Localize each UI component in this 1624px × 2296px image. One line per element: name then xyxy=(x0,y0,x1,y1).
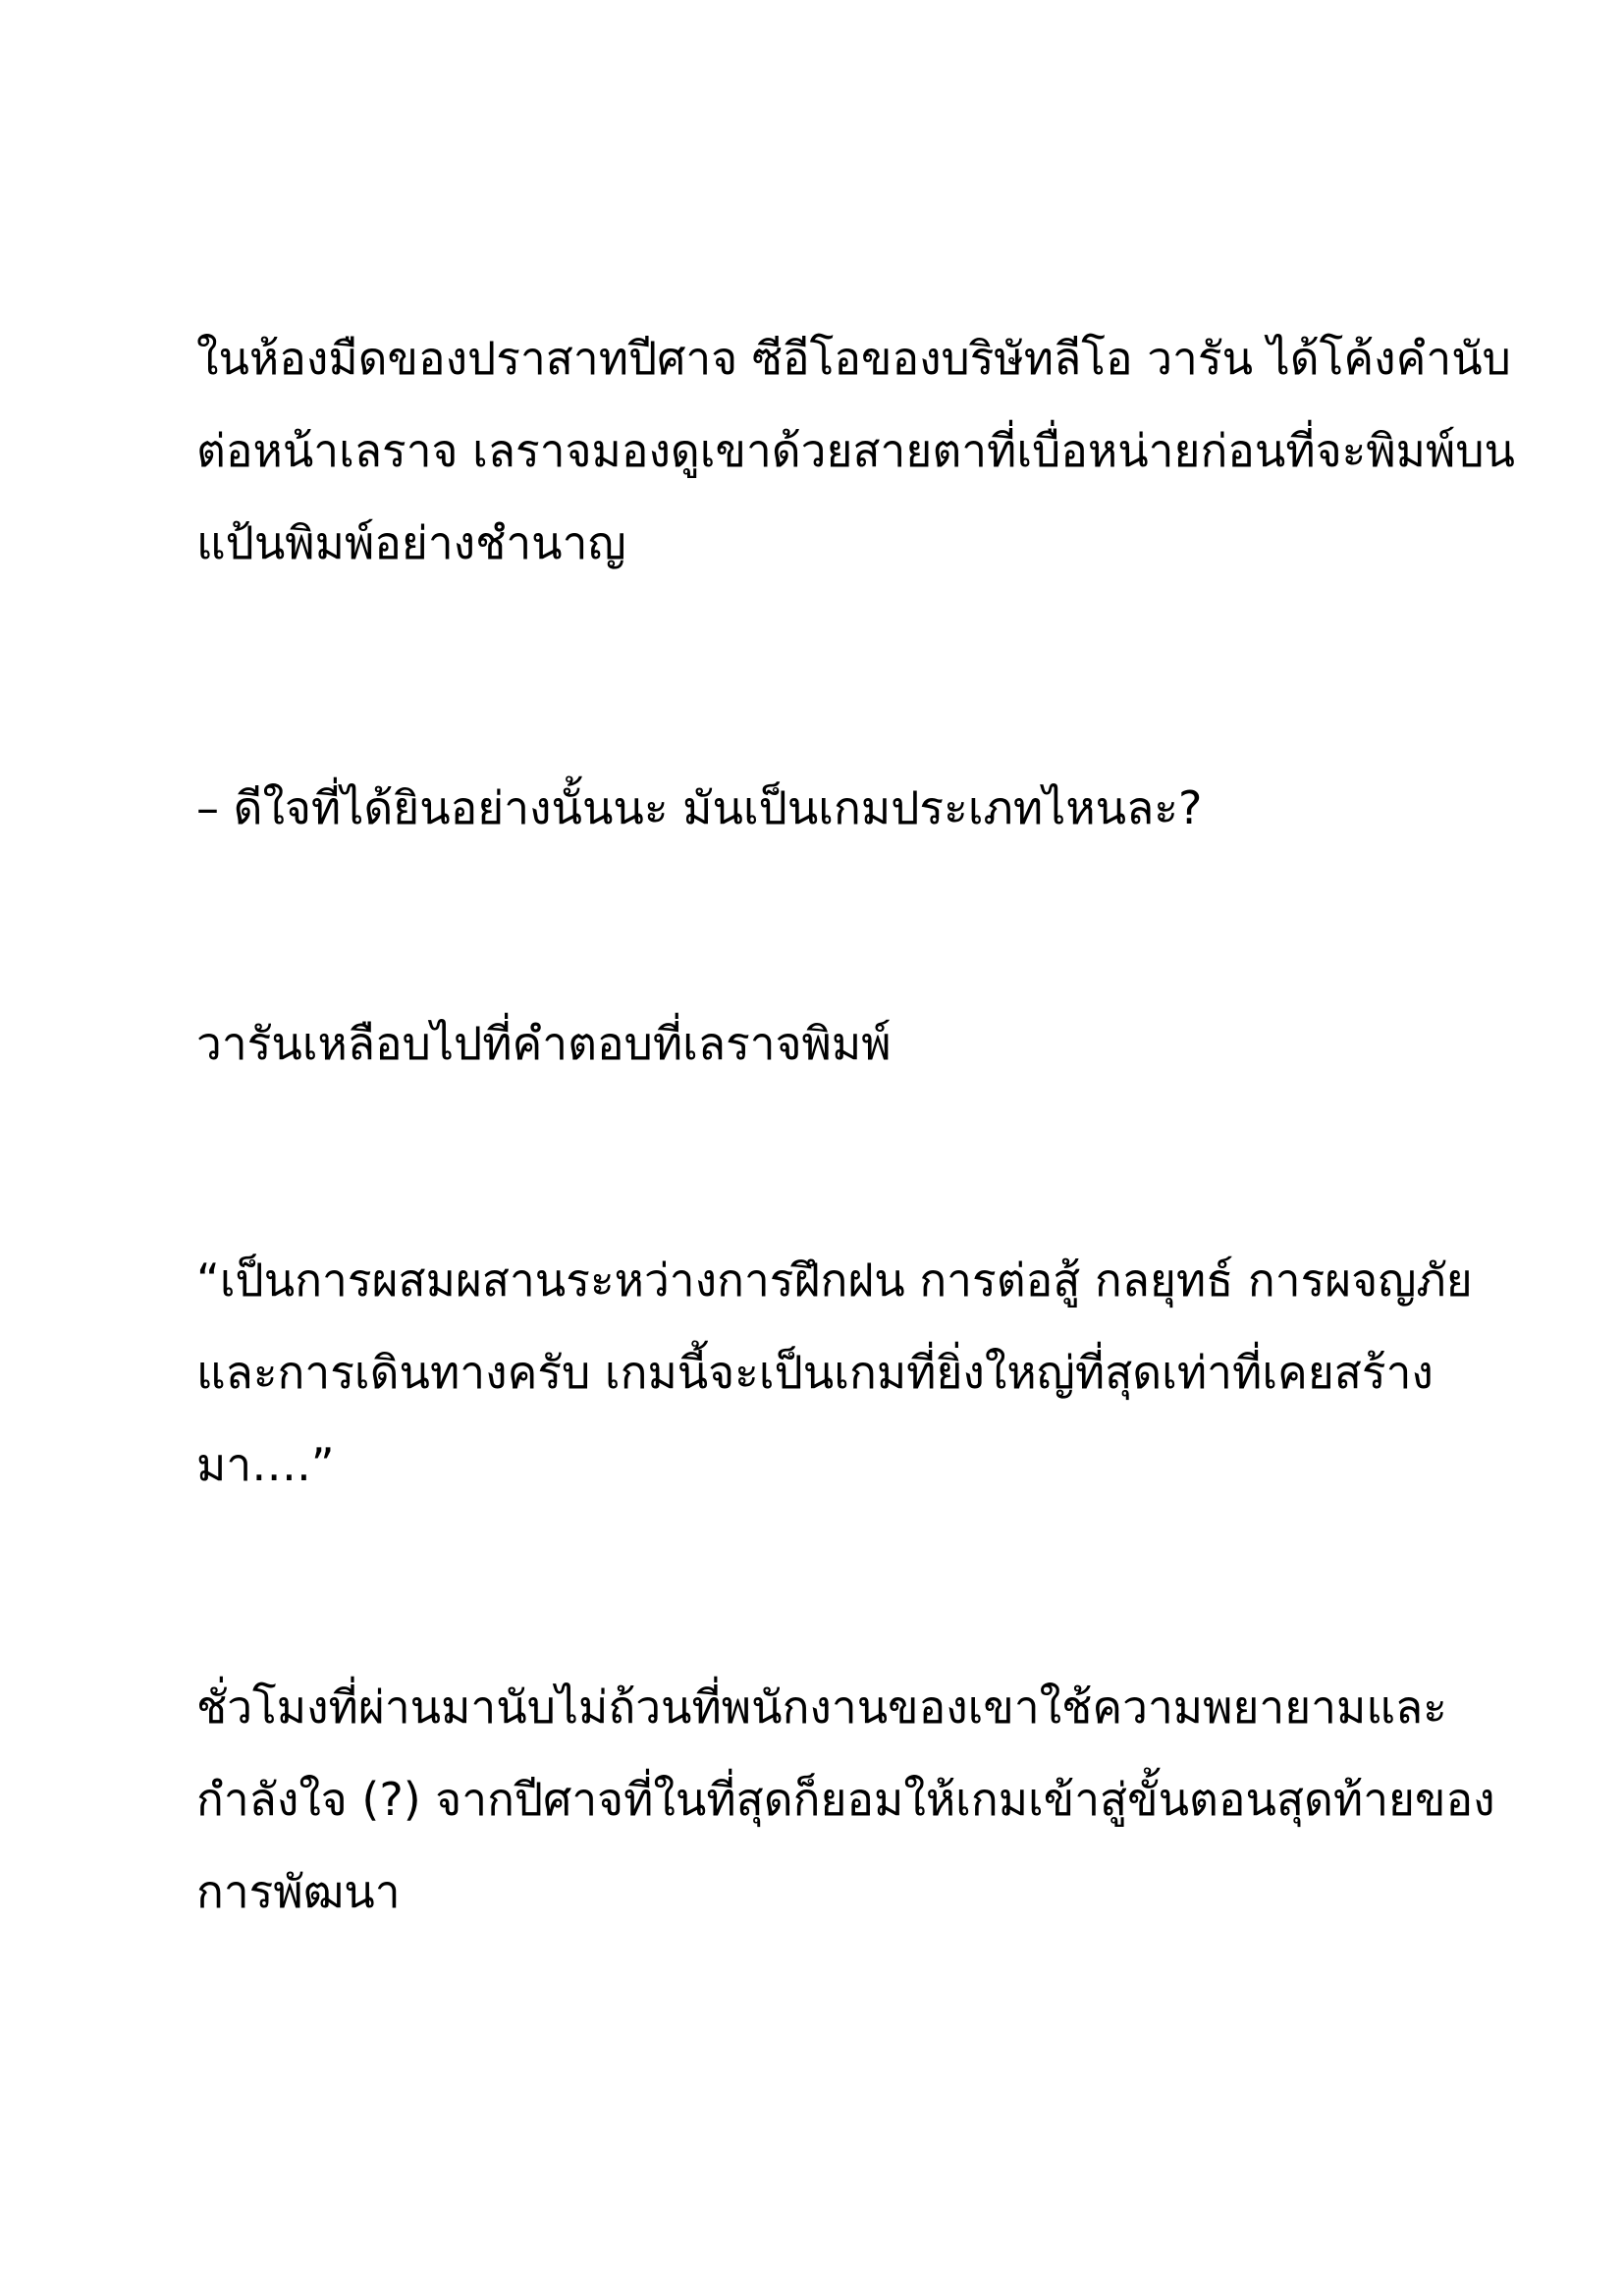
paragraph-1-line-2: ต่อหน้าเลราจ เลราจมองดูเขาด้วยสายตาที่เบื่อหน่ายก่อนที่จะพิมพ์บน xyxy=(196,424,1515,477)
paragraph-1-line-1: ในห้องมืดของปราสาทปีศาจ ซีอีโอของบริษัทลีโอ วารัน ได้โค้งคำนับ xyxy=(196,332,1511,385)
paragraph-4-line-1: “เป็นการผสมผสานระหว่างการฝึกฝน การต่อสู้ กลยุทธ์ การผจญภัย xyxy=(196,1254,1473,1307)
paragraph-2-line-1: – ดีใจที่ได้ยินอย่างนั้นนะ มันเป็นเกมประเภทไหนละ? xyxy=(196,781,1203,834)
paragraph-3 xyxy=(196,997,1492,1090)
paragraph-5 xyxy=(196,1661,1495,1938)
paragraph-4-line-3: มา….” xyxy=(196,1438,335,1491)
paragraph-5-line-1: ชั่วโมงที่ผ่านมานับไม่ถ้วนที่พนักงานของเขาใช้ความพยายามและ xyxy=(196,1681,1447,1734)
paragraph-2 xyxy=(196,762,1492,854)
paragraph-4-line-2: และการเดินทางครับ เกมนี้จะเป็นเกมที่ยิ่งใหญ่ที่สุดเท่าที่เคยสร้าง xyxy=(196,1346,1434,1399)
paragraph-1 xyxy=(196,312,1515,589)
paragraph-4 xyxy=(196,1234,1492,1511)
paragraph-3-line-1: วารันเหลือบไปที่คำตอบที่เลราจพิมพ์ xyxy=(196,1017,892,1070)
paragraph-1-line-3: แป้นพิมพ์อย่างชำนาญ xyxy=(196,516,626,569)
paragraph-5-line-2: กำลังใจ (?) จากปีศาจที่ในที่สุดก็ยอมให้เกมเข้าสู่ขั้นตอนสุดท้ายของ xyxy=(196,1773,1495,1826)
paragraph-5-line-3: การพัฒนา xyxy=(196,1865,401,1918)
